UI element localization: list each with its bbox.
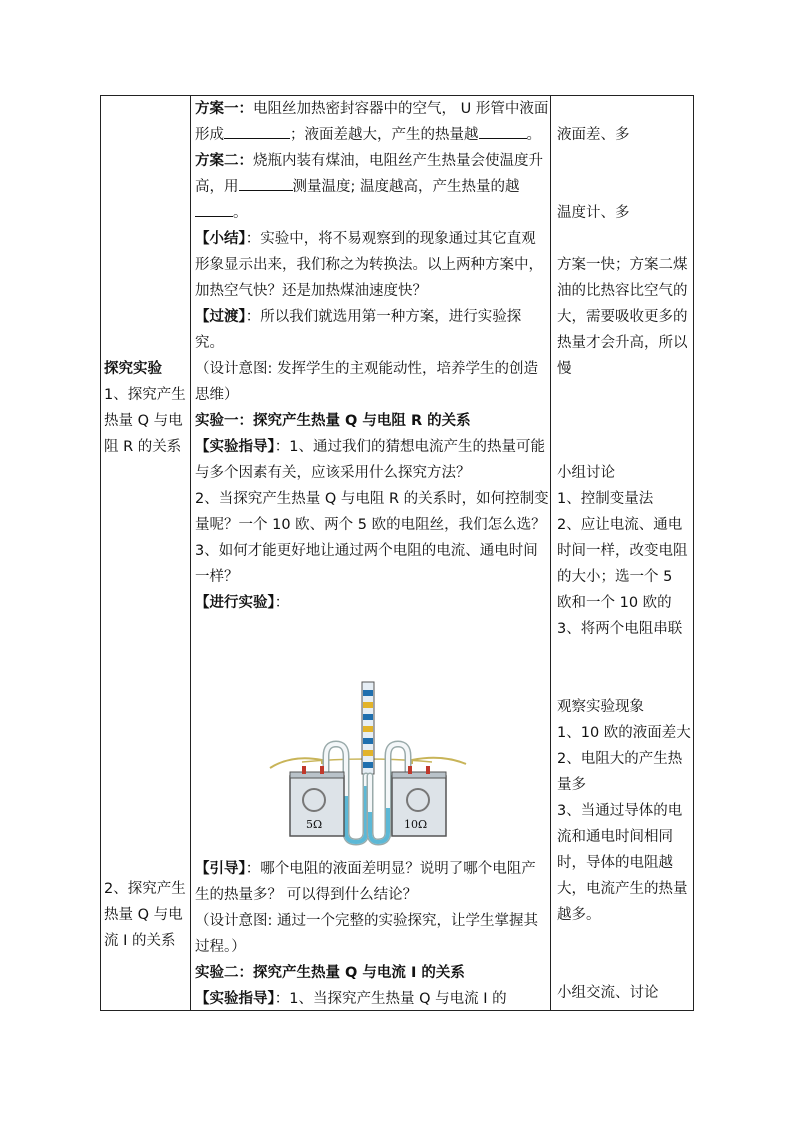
answer-4-item-3: 3、将两个电阻串联 [557,621,683,637]
guide2-paragraph: 【实验指导】：1、当探究产生热量 Q 与电流 I 的 [195,991,507,1007]
answer-3: 方案一快；方案二煤油的比热容比空气的大，需要吸收更多的热量才会升高，所以慢 [557,257,688,377]
section-item-1: 1、探究产生热量 Q 与电阻 R 的关系 [104,387,186,455]
container-10-ohm [392,766,446,836]
column-divider-2 [550,95,551,1011]
blank-2 [479,122,527,139]
plan1-paragraph: 方案一：电阻丝加热密封容器中的空气， U 形管中液面形成 ；液面差越大，产生的热量越 。 [195,101,549,143]
section-item-2: 2、探究产生热量 Q 与电流 I 的关系 [104,881,186,949]
answer-5-item-2: 2、电阻大的产生热量多 [557,751,683,793]
plan2-paragraph: 方案二：烧瓶内装有煤油，电阻丝产生热量会使温度升高，用 测量温度; 温度越高，产生热量的越。 [195,153,543,221]
lead-paragraph: 【引导】：哪个电阻的液面差明显？说明了哪个电阻产生的热量多？ 可以得到什么结论？ [195,861,536,903]
section-title: 探究实验 [104,361,162,377]
answer-4-item-2: 2、应让电流、通电时间一样，改变电阻的大小；选一个 5 欧和一个 10 欧的 [557,517,688,611]
summary-paragraph: 【小结】：实验中，将不易观察到的现象通过其它直观形象显示出来，我们称之为转换法。以上两种方案中，加热空气快？还是加热煤油速度快？ [195,231,543,299]
content-column-bottom [195,856,550,1012]
experiment2-title: 实验二：探究产生热量 Q 与电流 I 的关系 [195,965,465,981]
answer-5-item-1: 1、10 欧的液面差大 [557,725,691,741]
blank-4 [195,200,233,217]
svg-text:5Ω: 5Ω [306,818,323,831]
answer-4-title: 小组讨论 [557,465,615,481]
column-divider-1 [190,95,191,1011]
answer-1: 液面差、多 [557,127,630,143]
joule-heating-apparatus-figure [262,676,472,846]
guide1-paragraph: 【实验指导】：1、通过我们的猜想电流产生的热量可能与多个因素有关，应该采用什么探究方法？ [195,439,545,481]
container-5-ohm [290,766,344,836]
design-intent-2: （设计意图: 通过一个完整的实验探究，让学生掌握其过程。） [195,913,538,955]
answer-5-block [557,694,691,928]
content-column-top [195,96,550,616]
blank-3 [239,174,293,191]
svg-text:10Ω: 10Ω [404,818,428,831]
answer-4-block [557,460,691,642]
answer-5-title: 观察实验现象 [557,699,644,715]
section-block-2 [104,876,188,954]
guide1-question-2: 2、当探究产生热量 Q 与电阻 R 的关系时，如何控制变量呢？一个 10 欧、两个 5 欧的电阻丝，我们怎么选？ [195,491,549,533]
section-block-1 [104,356,188,460]
answer-6: 小组交流、讨论 [557,985,659,1001]
guide1-question-3: 3、如何才能更好地让通过两个电阻的电流、通电时间一样？ [195,543,538,585]
design-intent-1: （设计意图: 发挥学生的主观能动性，培养学生的创造思维） [195,361,538,403]
answer-4-item-1: 1、控制变量法 [557,491,654,507]
transition-paragraph: 【过渡】：所以我们就选用第一种方案，进行实验探究。 [195,309,522,351]
answer-2: 温度计、多 [557,205,630,221]
blank-1 [224,122,290,139]
answer-5-item-3: 3、当通过导体的电流和通电时间相同时，导体的电阻越大，电流产生的热量越多。 [557,803,688,923]
proceed-paragraph: 【进行实验】： [195,595,290,611]
experiment1-title: 实验一：探究产生热量 Q 与电阻 R 的关系 [195,413,471,429]
